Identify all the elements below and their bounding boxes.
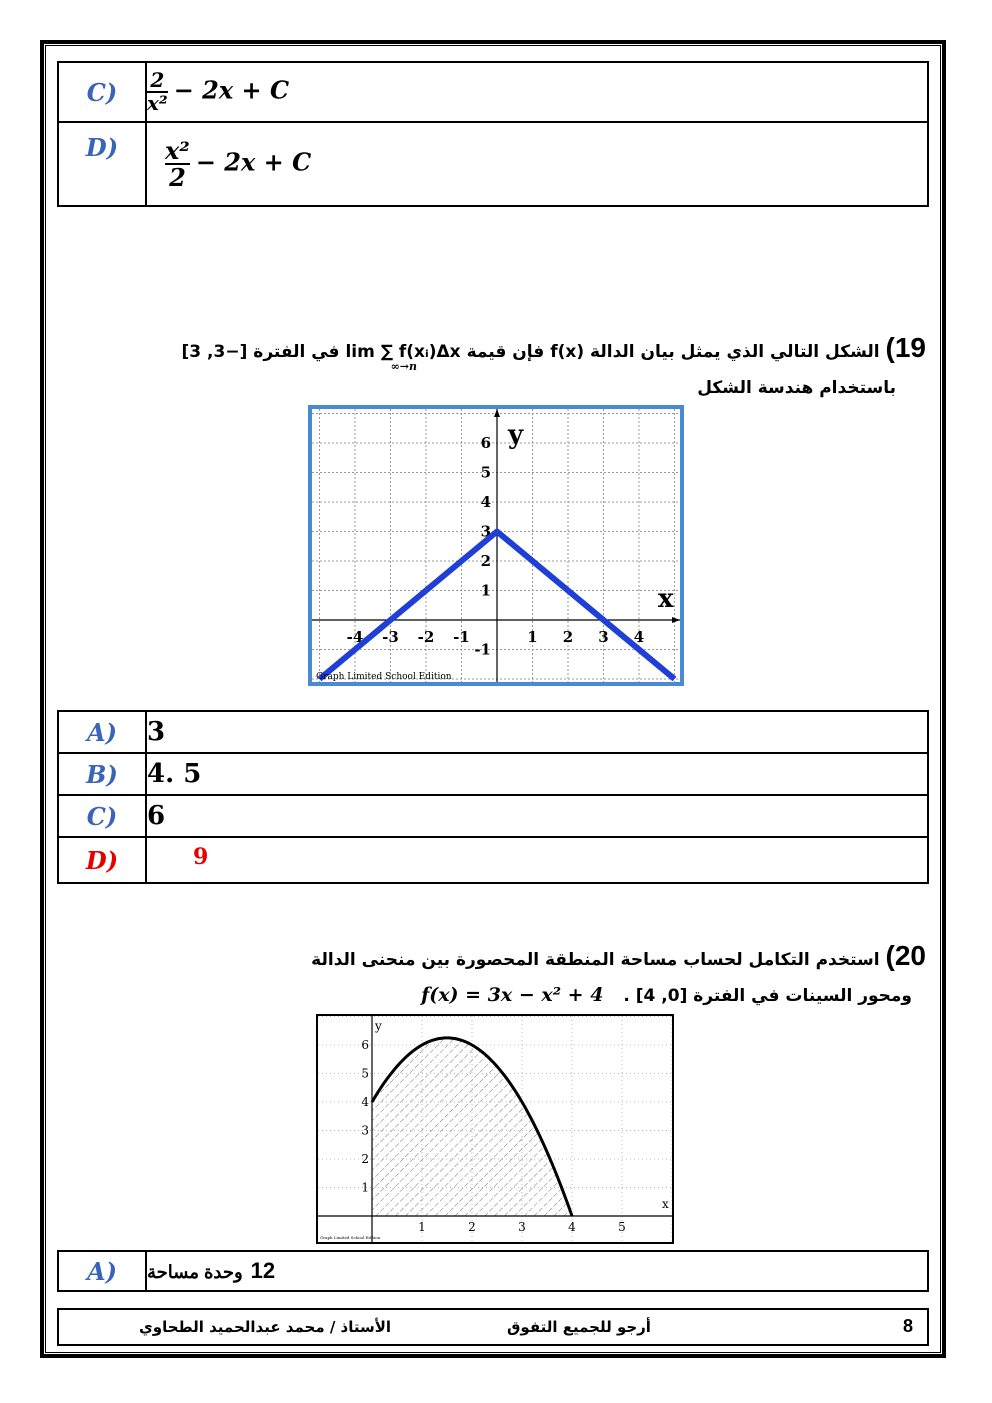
x-axis-label: x [658, 584, 674, 614]
x-tick-label: 1 [418, 1220, 426, 1234]
option-letter: A) [58, 1251, 146, 1291]
q19-number: 19) [885, 332, 926, 363]
q20-interval-text: ومحور السينات في الفترة [0, 4] . [623, 986, 912, 1006]
y-tick-label: 5 [480, 463, 491, 482]
shaded-region [372, 1038, 572, 1216]
option-value: $\frac{2}{\text{x²}}$ − 2x + C [146, 62, 928, 122]
q19-line2: باستخدام هندسة الشكل [697, 378, 896, 398]
q20-graph-svg [318, 1016, 672, 1242]
q19-line1 [182, 332, 926, 364]
option-letter: C) [58, 795, 146, 837]
option-value: 4. 5 [146, 753, 928, 795]
footer-wish: أرجو للجميع التفوق [507, 1318, 651, 1336]
y-tick-label: 2 [361, 1152, 369, 1166]
x-tick-label: 1 [527, 628, 538, 646]
y-axis-label: y [508, 420, 524, 450]
y-tick-label: 1 [480, 581, 491, 600]
q19-text: الشكل التالي الذي يمثل بيان الدالة f(x) فإن قيمة lim ∑ f(xᵢ)Δx في الفترة [−3, 3] [181, 342, 880, 362]
footer-page-number: 8 [902, 1316, 913, 1336]
x-axis-label: x [662, 1197, 669, 1211]
option-unit: وحدة مساحة [147, 1262, 243, 1282]
option-letter: C) [58, 62, 146, 122]
option-value-correct: 9 [146, 837, 928, 883]
x-tick-label: -3 [382, 628, 399, 646]
option-letter-correct: D) [58, 837, 146, 883]
y-tick-label: -1 [474, 640, 491, 659]
option-letter: B) [58, 753, 146, 795]
q19-option-d[interactable] [58, 837, 928, 883]
x-tick-label: 2 [468, 1220, 476, 1234]
option-value: 6 [146, 795, 928, 837]
y-tick-label: 3 [480, 522, 491, 541]
q20-option-a[interactable] [58, 1251, 928, 1291]
y-tick-label: 4 [361, 1095, 369, 1109]
q20-formula: f(x) = 3x − x² + 4 [421, 984, 604, 1006]
q19-option-a[interactable] [58, 711, 928, 753]
y-tick-label: 3 [361, 1123, 369, 1138]
q20-options-table [57, 1250, 929, 1292]
x-tick-label: -4 [346, 628, 364, 646]
option-letter: A) [58, 711, 146, 753]
watermark: Graph Limited School Edition [320, 1235, 381, 1240]
q19-option-b[interactable] [58, 753, 928, 795]
y-axis-label: y [375, 1019, 382, 1033]
fraction: $\frac{2}{\text{x²}}$ [147, 68, 168, 115]
q19-graph-svg [312, 409, 680, 682]
option-value: $\frac{\text{x²}}{2}$ − 2x + C [146, 122, 928, 206]
y-tick-label: 5 [361, 1066, 369, 1081]
y-tick-label: 4 [480, 493, 491, 511]
x-tick-label: 4 [568, 1220, 576, 1234]
fraction: $\frac{\text{x²}}{2}$ [165, 135, 190, 192]
option-value: 3 [146, 711, 928, 753]
q19-graph [308, 405, 684, 686]
option-number: 12 [250, 1258, 276, 1283]
x-tick-label: 3 [598, 628, 609, 646]
y-tick-label: 6 [361, 1038, 369, 1052]
x-tick-label: -1 [453, 628, 470, 646]
x-tick-label: 5 [618, 1220, 626, 1234]
x-tick-label: 2 [562, 628, 574, 646]
footer [57, 1308, 929, 1346]
q20-graph [316, 1014, 674, 1244]
x-tick-label: 4 [633, 628, 645, 646]
footer-teacher: الأستاذ / محمد عبدالحميد الطحاوي [139, 1318, 392, 1336]
option-letter: D) [58, 122, 146, 206]
q19-option-c[interactable] [58, 795, 928, 837]
q20-number: 20) [885, 940, 926, 971]
y-tick-label: 6 [480, 434, 491, 452]
q20-line2 [421, 984, 912, 1006]
option-value [146, 1251, 928, 1291]
q18-options-table [57, 61, 929, 207]
x-axis-arrow [672, 617, 680, 623]
q18-option-c[interactable] [58, 62, 928, 122]
q19-limit-sub: n→∞ [390, 360, 417, 373]
q19-options-table [57, 710, 929, 884]
y-tick-label: 2 [480, 552, 491, 570]
y-axis-arrow [494, 409, 500, 417]
watermark: Graph Limited School Edition [316, 672, 452, 682]
x-tick-label: -2 [417, 628, 435, 646]
y-tick-label: 1 [361, 1180, 369, 1195]
q20-line1 [311, 940, 926, 972]
q18-option-d[interactable] [58, 122, 928, 206]
x-tick-label: 3 [518, 1220, 526, 1234]
q20-text: استخدم التكامل لحساب مساحة المنطقة المحصورة بين منحنى الدالة [311, 950, 880, 970]
